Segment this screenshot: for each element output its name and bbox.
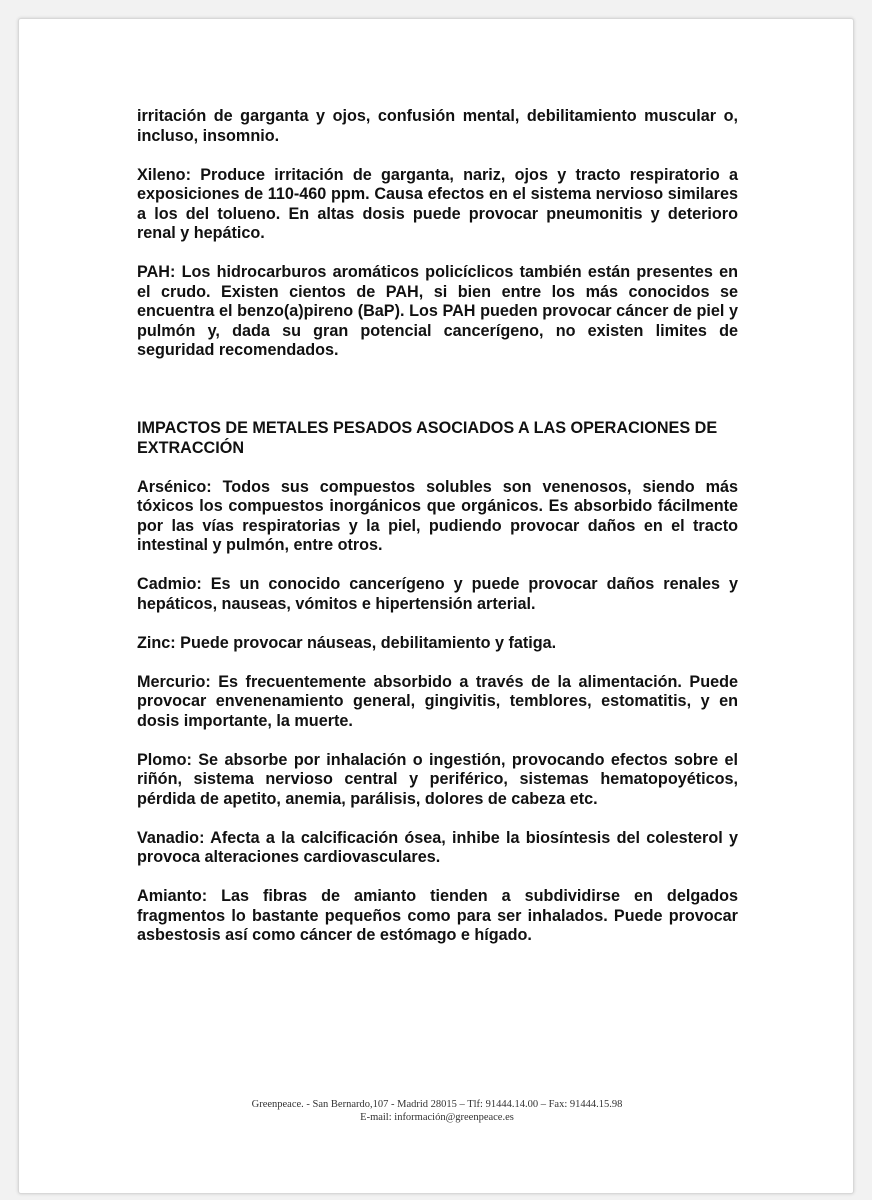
footer-email: E-mail: información@greenpeace.es [360, 1112, 514, 1123]
document-body [137, 107, 738, 965]
paragraph-xileno: Xileno: Produce irritación de garganta, nariz, ojos y tracto respiratorio a exposiciones de 110-460 ppm. Causa efectos en el sistema nervioso similares a los del tolueno. En altas dosis puede provocar pneumonitis y deterioro renal y hepático. [137, 165, 738, 242]
paragraph-amianto: Amianto: Las fibras de amianto tienden a subdividirse en delgados fragmentos lo bastante pequeños como para ser inhalados. Puede provocar asbestosis así como cáncer de estómago e hígado. [137, 887, 738, 944]
page-footer [19, 1098, 855, 1124]
paragraph-vanadio: Vanadio: Afecta a la calcificación ósea, inhibe la biosíntesis del colesterol y provoca alteraciones cardiovasculares. [137, 828, 738, 866]
section-spacer [137, 380, 738, 419]
document-page [18, 18, 854, 1194]
paragraph-pah: PAH: Los hidrocarburos aromáticos policíclicos también están presentes en el crudo. Existen cientos de PAH, si bien entre los más conocidos se encuentra el benzo(a)pireno (BaP). Los PAH pueden provocar cáncer de piel y pulmón y, dada su gran potencial cancerígeno, no existen limites de seguridad recomendados. [137, 263, 738, 359]
paragraph-mercurio: Mercurio: Es frecuentemente absorbido a través de la alimentación. Puede provocar envenenamiento general, gingivitis, temblores, estomatitis, y en dosis importante, la muerte. [137, 672, 738, 730]
paragraph-arsenico: Arsénico: Todos sus compuestos solubles son venenosos, siendo más tóxicos los compuestos inorgánicos que orgánicos. Es absorbido fácilmente por las vías respiratorias y la piel, pudiendo provocar daños en el tracto intestinal y pulmón, entre otros. [137, 477, 738, 554]
paragraph-zinc: Zinc: Puede provocar náuseas, debilitamiento y fatiga. [137, 633, 557, 652]
section-heading-metales-pesados: IMPACTOS DE METALES PESADOS ASOCIADOS A LAS OPERACIONES DE EXTRACCIÓN [137, 419, 718, 457]
footer-address: Greenpeace. - San Bernardo,107 - Madrid 28015 – Tlf: 91444.14.00 – Fax: 91444.15.98 [251, 1099, 623, 1110]
paragraph-plomo: Plomo: Se absorbe por inhalación o ingestión, provocando efectos sobre el riñón, sistema nervioso central y periférico, sistemas hematopoyéticos, pérdida de apetito, anemia, parálisis, dolores de cabeza etc. [137, 750, 738, 808]
paragraph-cadmio: Cadmio: Es un conocido cancerígeno y puede provocar daños renales y hepáticos, nauseas, vómitos e hipertensión arterial. [137, 575, 738, 613]
paragraph-irritacion: irritación de garganta y ojos, confusión mental, debilitamiento muscular o, incluso, insomnio. [137, 107, 738, 145]
